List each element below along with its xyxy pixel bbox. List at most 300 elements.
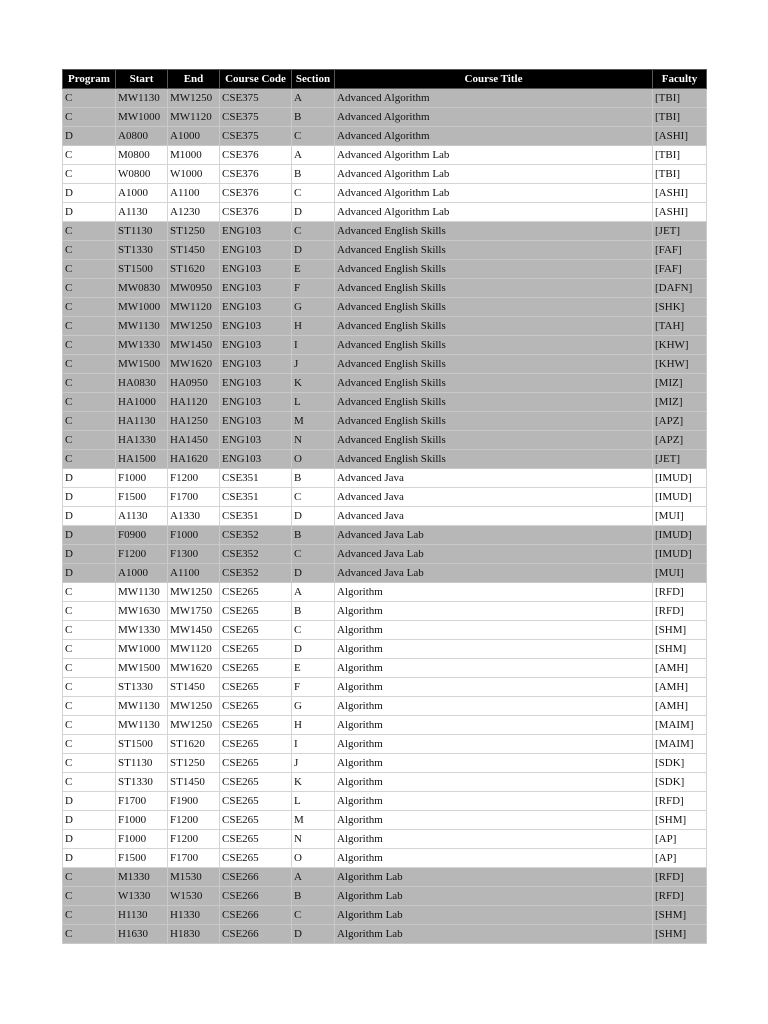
faculty-cell: [FAF] (653, 260, 707, 279)
section-cell: B (292, 469, 335, 488)
faculty-cell: [TAH] (653, 317, 707, 336)
section-cell: C (292, 621, 335, 640)
course-code-cell: CSE352 (220, 526, 292, 545)
course-code-cell: CSE265 (220, 754, 292, 773)
course-title-cell: Algorithm (335, 811, 653, 830)
course-title-cell: Advanced Java Lab (335, 564, 653, 583)
course-title-cell: Algorithm (335, 583, 653, 602)
faculty-cell: [RFD] (653, 583, 707, 602)
table-row (63, 925, 707, 944)
table-row (63, 298, 707, 317)
course-code-cell: ENG103 (220, 355, 292, 374)
course-title-cell: Algorithm Lab (335, 868, 653, 887)
program-cell: C (63, 241, 116, 260)
end-cell: HA1450 (168, 431, 220, 450)
header-course-title: Course Title (335, 70, 653, 89)
course-code-cell: ENG103 (220, 279, 292, 298)
course-code-cell: CSE265 (220, 792, 292, 811)
section-cell: M (292, 811, 335, 830)
course-code-cell: CSE265 (220, 640, 292, 659)
course-title-cell: Advanced English Skills (335, 393, 653, 412)
program-cell: C (63, 222, 116, 241)
course-code-cell: ENG103 (220, 260, 292, 279)
course-title-cell: Advanced Algorithm Lab (335, 184, 653, 203)
course-code-cell: CSE351 (220, 488, 292, 507)
end-cell: A1000 (168, 127, 220, 146)
program-cell: C (63, 925, 116, 944)
section-cell: B (292, 887, 335, 906)
course-code-cell: ENG103 (220, 431, 292, 450)
program-cell: C (63, 697, 116, 716)
faculty-cell: [APZ] (653, 431, 707, 450)
table-row (63, 450, 707, 469)
table-row (63, 697, 707, 716)
program-cell: D (63, 830, 116, 849)
program-cell: C (63, 89, 116, 108)
start-cell: W0800 (116, 165, 168, 184)
table-row (63, 241, 707, 260)
table-row (63, 792, 707, 811)
section-cell: F (292, 678, 335, 697)
table-row (63, 659, 707, 678)
faculty-cell: [DAFN] (653, 279, 707, 298)
course-code-cell: ENG103 (220, 374, 292, 393)
section-cell: L (292, 393, 335, 412)
section-cell: D (292, 241, 335, 260)
section-cell: A (292, 583, 335, 602)
table-row (63, 336, 707, 355)
section-cell: C (292, 222, 335, 241)
end-cell: F1000 (168, 526, 220, 545)
course-code-cell: CSE376 (220, 184, 292, 203)
program-cell: C (63, 298, 116, 317)
course-code-cell: CSE265 (220, 621, 292, 640)
start-cell: H1630 (116, 925, 168, 944)
section-cell: E (292, 260, 335, 279)
faculty-cell: [SHM] (653, 811, 707, 830)
program-cell: C (63, 431, 116, 450)
program-cell: C (63, 393, 116, 412)
table-row (63, 146, 707, 165)
program-cell: C (63, 279, 116, 298)
end-cell: MW1450 (168, 621, 220, 640)
end-cell: F1300 (168, 545, 220, 564)
program-cell: D (63, 526, 116, 545)
course-title-cell: Algorithm (335, 792, 653, 811)
start-cell: ST1330 (116, 241, 168, 260)
program-cell: D (63, 469, 116, 488)
section-cell: K (292, 374, 335, 393)
course-code-cell: CSE351 (220, 507, 292, 526)
section-cell: H (292, 317, 335, 336)
table-row (63, 431, 707, 450)
start-cell: M0800 (116, 146, 168, 165)
section-cell: N (292, 830, 335, 849)
faculty-cell: [AMH] (653, 659, 707, 678)
course-code-cell: ENG103 (220, 241, 292, 260)
course-title-cell: Advanced Java (335, 488, 653, 507)
program-cell: C (63, 583, 116, 602)
end-cell: MW1250 (168, 716, 220, 735)
start-cell: MW1330 (116, 336, 168, 355)
start-cell: A1000 (116, 184, 168, 203)
end-cell: ST1620 (168, 735, 220, 754)
section-cell: D (292, 925, 335, 944)
faculty-cell: [AMH] (653, 697, 707, 716)
start-cell: MW1130 (116, 697, 168, 716)
course-code-cell: CSE265 (220, 735, 292, 754)
table-row (63, 89, 707, 108)
course-code-cell: ENG103 (220, 317, 292, 336)
start-cell: A0800 (116, 127, 168, 146)
program-cell: C (63, 868, 116, 887)
end-cell: M1000 (168, 146, 220, 165)
course-title-cell: Algorithm (335, 678, 653, 697)
header-program: Program (63, 70, 116, 89)
course-code-cell: CSE352 (220, 545, 292, 564)
table-row (63, 222, 707, 241)
start-cell: MW1130 (116, 317, 168, 336)
faculty-cell: [RFD] (653, 868, 707, 887)
start-cell: MW1000 (116, 108, 168, 127)
table-row (63, 469, 707, 488)
course-title-cell: Advanced English Skills (335, 317, 653, 336)
course-code-cell: ENG103 (220, 222, 292, 241)
start-cell: MW1330 (116, 621, 168, 640)
program-cell: D (63, 564, 116, 583)
table-row (63, 108, 707, 127)
table-row (63, 279, 707, 298)
table-row (63, 545, 707, 564)
faculty-cell: [AP] (653, 849, 707, 868)
program-cell: C (63, 716, 116, 735)
section-cell: L (292, 792, 335, 811)
course-title-cell: Algorithm (335, 754, 653, 773)
table-row (63, 260, 707, 279)
course-title-cell: Advanced English Skills (335, 450, 653, 469)
section-cell: A (292, 146, 335, 165)
table-row (63, 184, 707, 203)
course-title-cell: Algorithm Lab (335, 906, 653, 925)
section-cell: C (292, 184, 335, 203)
table-row (63, 640, 707, 659)
faculty-cell: [RFD] (653, 887, 707, 906)
section-cell: J (292, 355, 335, 374)
course-code-cell: ENG103 (220, 450, 292, 469)
section-cell: C (292, 906, 335, 925)
course-code-cell: CSE265 (220, 773, 292, 792)
end-cell: MW1250 (168, 583, 220, 602)
table-row (63, 830, 707, 849)
program-cell: D (63, 184, 116, 203)
section-cell: C (292, 545, 335, 564)
end-cell: A1100 (168, 184, 220, 203)
end-cell: A1100 (168, 564, 220, 583)
start-cell: MW0830 (116, 279, 168, 298)
course-title-cell: Algorithm Lab (335, 887, 653, 906)
program-cell: D (63, 127, 116, 146)
table-row (63, 602, 707, 621)
program-cell: C (63, 735, 116, 754)
section-cell: M (292, 412, 335, 431)
program-cell: C (63, 906, 116, 925)
course-code-cell: CSE265 (220, 849, 292, 868)
end-cell: F1200 (168, 469, 220, 488)
start-cell: MW1500 (116, 355, 168, 374)
end-cell: H1330 (168, 906, 220, 925)
course-code-cell: CSE265 (220, 602, 292, 621)
table-row (63, 621, 707, 640)
end-cell: MW1250 (168, 317, 220, 336)
header-row (63, 70, 707, 89)
section-cell: N (292, 431, 335, 450)
start-cell: MW1500 (116, 659, 168, 678)
start-cell: HA1500 (116, 450, 168, 469)
table-row (63, 355, 707, 374)
faculty-cell: [MUI] (653, 564, 707, 583)
program-cell: C (63, 165, 116, 184)
section-cell: D (292, 203, 335, 222)
section-cell: D (292, 564, 335, 583)
course-code-cell: CSE266 (220, 887, 292, 906)
end-cell: HA1250 (168, 412, 220, 431)
course-code-cell: CSE351 (220, 469, 292, 488)
program-cell: D (63, 811, 116, 830)
faculty-cell: [JET] (653, 450, 707, 469)
program-cell: C (63, 336, 116, 355)
faculty-cell: [MAIM] (653, 735, 707, 754)
course-code-cell: CSE265 (220, 583, 292, 602)
course-title-cell: Algorithm (335, 697, 653, 716)
section-cell: O (292, 849, 335, 868)
course-code-cell: CSE375 (220, 89, 292, 108)
program-cell: C (63, 678, 116, 697)
table-row (63, 165, 707, 184)
start-cell: A1130 (116, 507, 168, 526)
start-cell: A1130 (116, 203, 168, 222)
end-cell: MW1620 (168, 659, 220, 678)
end-cell: MW1120 (168, 298, 220, 317)
program-cell: C (63, 754, 116, 773)
course-code-cell: CSE376 (220, 203, 292, 222)
header-section: Section (292, 70, 335, 89)
end-cell: ST1250 (168, 222, 220, 241)
course-title-cell: Algorithm (335, 621, 653, 640)
start-cell: H1130 (116, 906, 168, 925)
start-cell: HA1000 (116, 393, 168, 412)
faculty-cell: [TBI] (653, 108, 707, 127)
course-title-cell: Advanced Algorithm (335, 108, 653, 127)
faculty-cell: [MAIM] (653, 716, 707, 735)
end-cell: F1700 (168, 849, 220, 868)
start-cell: ST1500 (116, 260, 168, 279)
program-cell: C (63, 146, 116, 165)
course-title-cell: Advanced English Skills (335, 431, 653, 450)
faculty-cell: [RFD] (653, 792, 707, 811)
faculty-cell: [IMUD] (653, 526, 707, 545)
start-cell: ST1330 (116, 678, 168, 697)
course-code-cell: CSE265 (220, 830, 292, 849)
section-cell: I (292, 735, 335, 754)
course-code-cell: CSE376 (220, 146, 292, 165)
faculty-cell: [MIZ] (653, 393, 707, 412)
program-cell: C (63, 355, 116, 374)
faculty-cell: [IMUD] (653, 488, 707, 507)
faculty-cell: [AP] (653, 830, 707, 849)
section-cell: B (292, 108, 335, 127)
start-cell: ST1130 (116, 222, 168, 241)
course-title-cell: Advanced Algorithm (335, 127, 653, 146)
course-code-cell: CSE375 (220, 127, 292, 146)
end-cell: HA1120 (168, 393, 220, 412)
end-cell: MW1450 (168, 336, 220, 355)
course-title-cell: Algorithm (335, 830, 653, 849)
table-row (63, 716, 707, 735)
faculty-cell: [MUI] (653, 507, 707, 526)
table-row (63, 735, 707, 754)
start-cell: W1330 (116, 887, 168, 906)
faculty-cell: [MIZ] (653, 374, 707, 393)
faculty-cell: [AMH] (653, 678, 707, 697)
table-row (63, 849, 707, 868)
end-cell: ST1250 (168, 754, 220, 773)
faculty-cell: [ASHI] (653, 127, 707, 146)
header-course-code: Course Code (220, 70, 292, 89)
course-title-cell: Advanced Java Lab (335, 545, 653, 564)
course-code-cell: CSE352 (220, 564, 292, 583)
start-cell: F1500 (116, 488, 168, 507)
course-title-cell: Advanced English Skills (335, 412, 653, 431)
program-cell: C (63, 659, 116, 678)
course-title-cell: Algorithm (335, 773, 653, 792)
start-cell: F1000 (116, 469, 168, 488)
faculty-cell: [KHW] (653, 336, 707, 355)
start-cell: MW1130 (116, 583, 168, 602)
start-cell: MW1630 (116, 602, 168, 621)
table-row (63, 526, 707, 545)
faculty-cell: [SDK] (653, 773, 707, 792)
end-cell: H1830 (168, 925, 220, 944)
program-cell: C (63, 374, 116, 393)
header-end: End (168, 70, 220, 89)
faculty-cell: [SHK] (653, 298, 707, 317)
section-cell: K (292, 773, 335, 792)
end-cell: W1000 (168, 165, 220, 184)
section-cell: B (292, 526, 335, 545)
end-cell: MW1250 (168, 697, 220, 716)
program-cell: C (63, 602, 116, 621)
course-code-cell: CSE265 (220, 716, 292, 735)
start-cell: MW1130 (116, 89, 168, 108)
end-cell: MW1250 (168, 89, 220, 108)
table-row (63, 773, 707, 792)
start-cell: HA1330 (116, 431, 168, 450)
start-cell: M1330 (116, 868, 168, 887)
course-code-cell: CSE265 (220, 659, 292, 678)
faculty-cell: [SHM] (653, 621, 707, 640)
table-header (63, 70, 707, 89)
end-cell: MW1120 (168, 640, 220, 659)
course-title-cell: Advanced English Skills (335, 222, 653, 241)
table-row (63, 507, 707, 526)
section-cell: O (292, 450, 335, 469)
table-body (63, 89, 707, 944)
course-title-cell: Advanced Java (335, 507, 653, 526)
course-title-cell: Algorithm (335, 640, 653, 659)
course-code-cell: ENG103 (220, 393, 292, 412)
end-cell: A1330 (168, 507, 220, 526)
course-title-cell: Algorithm (335, 602, 653, 621)
table-row (63, 374, 707, 393)
end-cell: ST1620 (168, 260, 220, 279)
table-row (63, 412, 707, 431)
course-title-cell: Algorithm Lab (335, 925, 653, 944)
table-row (63, 317, 707, 336)
course-code-cell: CSE266 (220, 925, 292, 944)
section-cell: G (292, 697, 335, 716)
faculty-cell: [APZ] (653, 412, 707, 431)
section-cell: C (292, 488, 335, 507)
start-cell: F1000 (116, 830, 168, 849)
program-cell: C (63, 108, 116, 127)
end-cell: MW1750 (168, 602, 220, 621)
end-cell: HA1620 (168, 450, 220, 469)
program-cell: D (63, 792, 116, 811)
course-code-cell: CSE265 (220, 811, 292, 830)
end-cell: HA0950 (168, 374, 220, 393)
section-cell: C (292, 127, 335, 146)
start-cell: ST1130 (116, 754, 168, 773)
program-cell: C (63, 260, 116, 279)
course-title-cell: Advanced Java Lab (335, 526, 653, 545)
course-title-cell: Advanced Algorithm (335, 89, 653, 108)
start-cell: F0900 (116, 526, 168, 545)
course-title-cell: Advanced English Skills (335, 374, 653, 393)
section-cell: D (292, 640, 335, 659)
table-row (63, 754, 707, 773)
course-title-cell: Advanced Algorithm Lab (335, 165, 653, 184)
end-cell: F1200 (168, 830, 220, 849)
course-code-cell: CSE265 (220, 678, 292, 697)
faculty-cell: [KHW] (653, 355, 707, 374)
start-cell: F1000 (116, 811, 168, 830)
course-title-cell: Advanced Algorithm Lab (335, 203, 653, 222)
faculty-cell: [IMUD] (653, 469, 707, 488)
course-code-cell: ENG103 (220, 412, 292, 431)
end-cell: F1900 (168, 792, 220, 811)
section-cell: F (292, 279, 335, 298)
program-cell: C (63, 450, 116, 469)
program-cell: D (63, 488, 116, 507)
course-title-cell: Advanced English Skills (335, 355, 653, 374)
program-cell: C (63, 621, 116, 640)
end-cell: F1200 (168, 811, 220, 830)
section-cell: D (292, 507, 335, 526)
course-title-cell: Algorithm (335, 716, 653, 735)
faculty-cell: [TBI] (653, 89, 707, 108)
section-cell: A (292, 868, 335, 887)
course-title-cell: Advanced English Skills (335, 241, 653, 260)
table-row (63, 887, 707, 906)
section-cell: A (292, 89, 335, 108)
course-title-cell: Algorithm (335, 735, 653, 754)
course-title-cell: Algorithm (335, 849, 653, 868)
start-cell: A1000 (116, 564, 168, 583)
course-title-cell: Advanced English Skills (335, 260, 653, 279)
program-cell: C (63, 773, 116, 792)
course-code-cell: ENG103 (220, 298, 292, 317)
faculty-cell: [ASHI] (653, 203, 707, 222)
